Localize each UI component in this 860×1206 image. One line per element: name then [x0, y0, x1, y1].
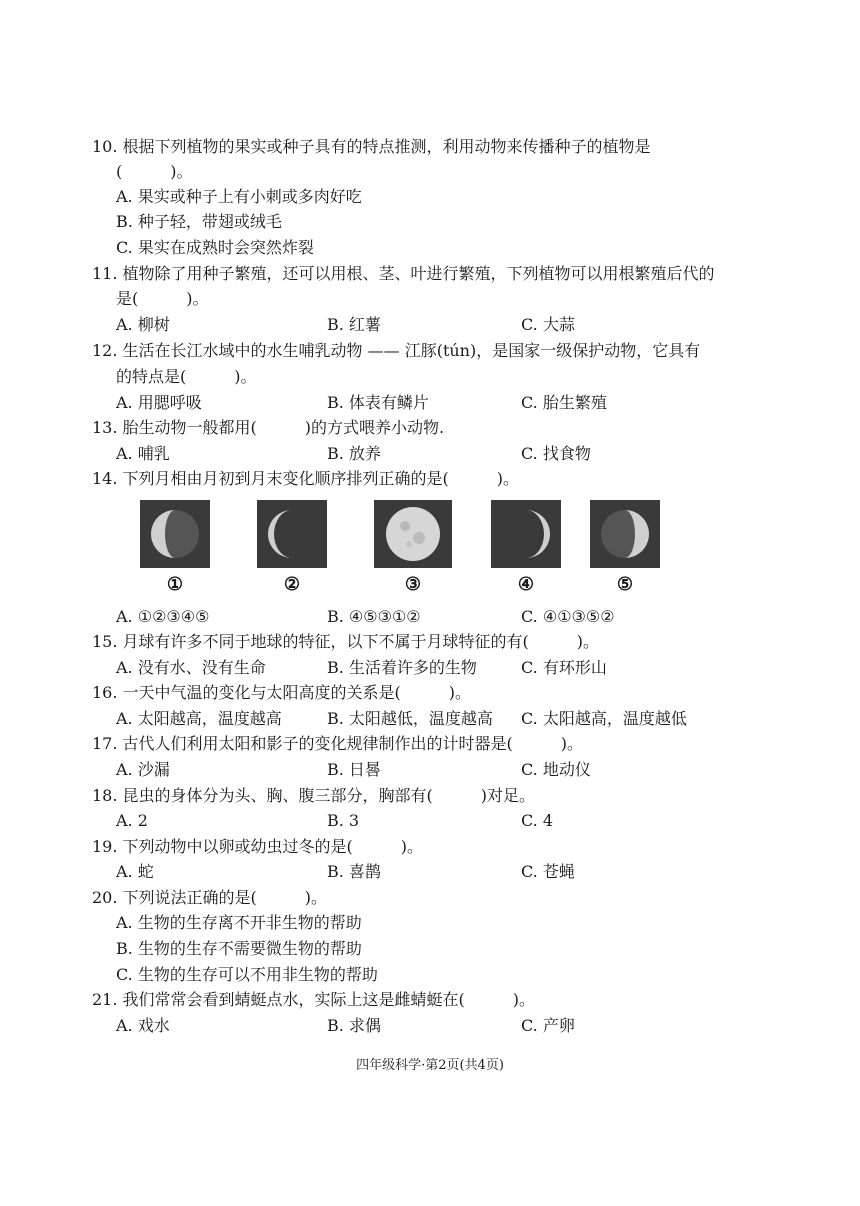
- question-14-stem: 14. 下列月相由月初到月末变化顺序排列正确的是( )。: [92, 469, 520, 488]
- q10-option-a: A. 果实或种子上有小刺或多肉好吃: [116, 187, 362, 206]
- moon-label-2: ②: [283, 574, 301, 595]
- q20-option-b: B. 生物的生存不需要微生物的帮助: [116, 939, 362, 958]
- moon-label-3: ③: [404, 574, 422, 595]
- q12-option-c: C. 胎生繁殖: [521, 393, 607, 412]
- question-21-stem: 21. 我们常常会看到蜻蜓点水，实际上这是雌蜻蜓在( )。: [92, 990, 536, 1009]
- q15-option-c: C. 有环形山: [521, 658, 607, 677]
- question-18-stem: 18. 昆虫的身体分为头、胸、腹三部分，胸部有( )对足。: [92, 786, 536, 805]
- q19-option-c: C. 苍蝇: [521, 862, 575, 881]
- q16-option-c: C. 太阳越高，温度越低: [521, 709, 687, 728]
- moon-phase-4-image: [491, 500, 561, 568]
- q20-option-a: A. 生物的生存离不开非生物的帮助: [116, 913, 362, 932]
- question-19-stem: 19. 下列动物中以卵或幼虫过冬的是( )。: [92, 837, 424, 856]
- q15-option-a: A. 没有水、没有生命: [116, 658, 266, 677]
- q11-option-a: A. 柳树: [116, 315, 170, 334]
- question-11-stem-cont: 是( )。: [116, 289, 209, 308]
- question-13-stem: 13. 胎生动物一般都用( )的方式喂养小动物.: [92, 418, 445, 437]
- question-10-stem-cont: ( )。: [116, 162, 193, 181]
- q13-option-c: C. 找食物: [521, 444, 591, 463]
- moon-phase-3-image: [374, 500, 452, 568]
- q17-option-a: A. 沙漏: [116, 760, 170, 779]
- q15-option-b: B. 生活着许多的生物: [327, 658, 477, 677]
- q13-option-a: A. 哺乳: [116, 444, 170, 463]
- moon-label-5: ⑤: [616, 574, 634, 595]
- q14-option-c: C. ④①③⑤②: [521, 607, 615, 626]
- q10-option-b: B. 种子轻，带翅或绒毛: [116, 212, 282, 231]
- q18-option-a: A. 2: [116, 811, 148, 830]
- q16-option-b: B. 太阳越低，温度越高: [327, 709, 493, 728]
- question-12-stem: 12. 生活在长江水域中的水生哺乳动物 —— 江豚(tún)，是国家一级保护动物，它具有: [92, 341, 701, 360]
- q11-option-b: B. 红薯: [327, 315, 381, 334]
- q19-option-b: B. 喜鹊: [327, 862, 381, 881]
- q20-option-c: C. 生物的生存可以不用非生物的帮助: [116, 965, 378, 984]
- q21-option-c: C. 产卵: [521, 1016, 575, 1035]
- question-10-stem: 10. 根据下列植物的果实或种子具有的特点推测，利用动物来传播种子的植物是: [92, 137, 651, 156]
- moon-label-1: ①: [166, 574, 184, 595]
- q12-option-b: B. 体表有鳞片: [327, 393, 429, 412]
- page-footer: 四年级科学·第2页(共4页): [356, 1058, 504, 1073]
- q12-option-a: A. 用腮呼吸: [116, 393, 202, 412]
- q14-option-a: A. ①②③④⑤: [116, 607, 210, 626]
- q18-option-b: B. 3: [327, 811, 360, 830]
- question-12-stem-cont: 的特点是( )。: [116, 367, 257, 386]
- q10-option-c: C. 果实在成熟时会突然炸裂: [116, 238, 314, 257]
- question-17-stem: 17. 古代人们利用太阳和影子的变化规律制作出的计时器是( )。: [92, 734, 584, 753]
- question-15-stem: 15. 月球有许多不同于地球的特征，以下不属于月球特征的有( )。: [92, 632, 600, 651]
- moon-phase-1-image: [140, 500, 210, 568]
- q21-option-a: A. 戏水: [116, 1016, 170, 1035]
- q19-option-a: A. 蛇: [116, 862, 154, 881]
- moon-label-4: ④: [517, 574, 535, 595]
- q14-option-b: B. ④⑤③①②: [327, 607, 421, 626]
- q11-option-c: C. 大蒜: [521, 315, 575, 334]
- q16-option-a: A. 太阳越高，温度越高: [116, 709, 282, 728]
- q17-option-b: B. 日晷: [327, 760, 381, 779]
- q17-option-c: C. 地动仪: [521, 760, 591, 779]
- q18-option-c: C. 4: [521, 811, 554, 830]
- question-11-stem: 11. 植物除了用种子繁殖，还可以用根、茎、叶进行繁殖，下列植物可以用根繁殖后代的: [92, 264, 715, 283]
- question-20-stem: 20. 下列说法正确的是( )。: [92, 888, 328, 907]
- q21-option-b: B. 求偶: [327, 1016, 381, 1035]
- q13-option-b: B. 放养: [327, 444, 381, 463]
- moon-phase-2-image: [257, 500, 327, 568]
- question-16-stem: 16. 一天中气温的变化与太阳高度的关系是( )。: [92, 683, 472, 702]
- moon-phase-5-image: [590, 500, 660, 568]
